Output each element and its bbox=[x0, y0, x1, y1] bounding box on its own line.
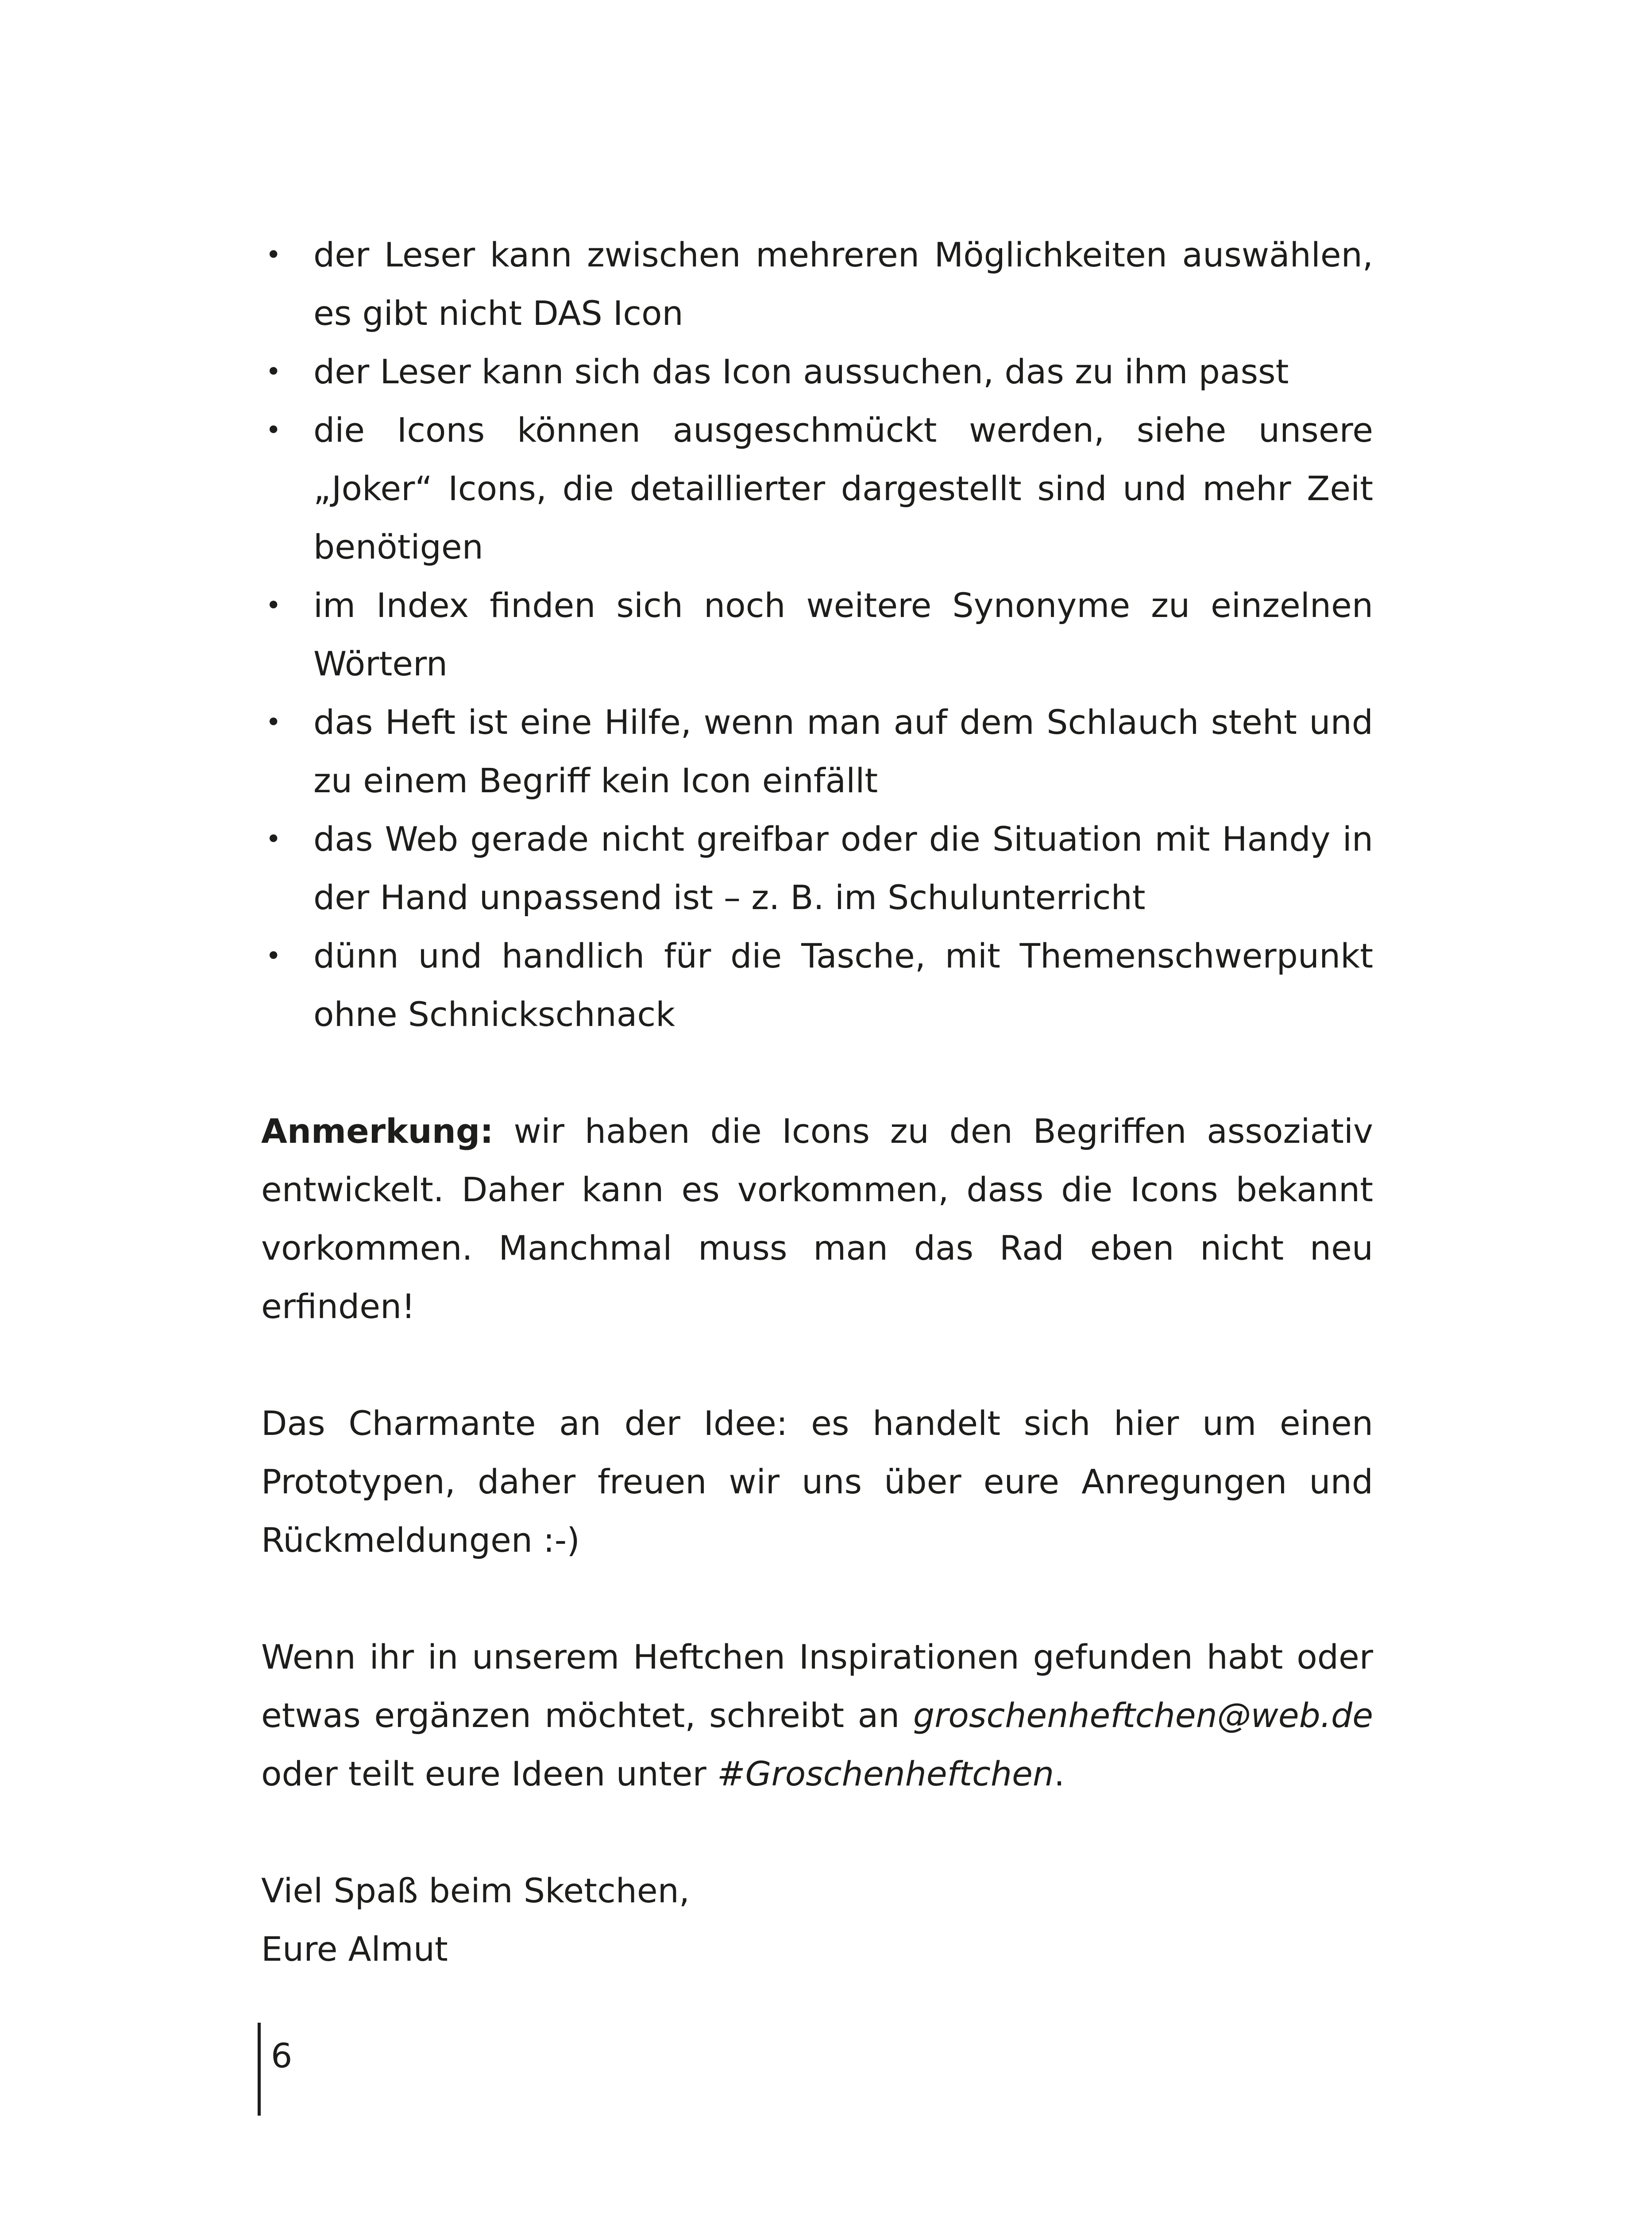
bullet-dot: • bbox=[266, 590, 282, 621]
list-item bbox=[261, 576, 1373, 693]
bullet-dot: • bbox=[266, 941, 282, 972]
contact-text-before: Wenn ihr in unserem Heftchen Inspirationen gefunden habt oder etwas ergänzen möchtet, schreibt an bbox=[261, 1637, 1373, 1735]
contact-paragraph bbox=[261, 1628, 1373, 1803]
list-item bbox=[261, 810, 1373, 927]
list-item-text: dünn und handlich für die Tasche, mit Themenschwerpunkt ohne Schnickschnack bbox=[313, 936, 1373, 1034]
list-item-text: der Leser kann sich das Icon aussuchen, das zu ihm passt bbox=[313, 352, 1289, 391]
bullet-dot: • bbox=[266, 707, 282, 738]
note-text: wir haben die Icons zu den Begriffen assoziativ entwickelt. Daher kann es vorkommen, dass die Icons bekannt vorkommen. Manchmal muss man das Rad eben nicht neu erfinden! bbox=[261, 1111, 1373, 1326]
list-item bbox=[261, 226, 1373, 343]
page-number-rule bbox=[258, 2023, 261, 2116]
list-item bbox=[261, 401, 1373, 576]
list-item bbox=[261, 927, 1373, 1044]
bullet-dot: • bbox=[266, 239, 282, 270]
email-link[interactable]: groschenheftchen@web.de bbox=[913, 1696, 1373, 1735]
contact-text-after: . bbox=[1054, 1754, 1065, 1793]
list-item bbox=[261, 693, 1373, 810]
closing bbox=[261, 1862, 1373, 1978]
contact-text-middle: oder teilt eure Ideen unter bbox=[261, 1754, 717, 1793]
note-paragraph bbox=[261, 1102, 1373, 1336]
list-item-text: der Leser kann zwischen mehreren Möglichkeiten auswählen, es gibt nicht DAS Icon bbox=[313, 235, 1373, 333]
greeting: Viel Spaß beim Sketchen, bbox=[261, 1871, 690, 1910]
note-label: Anmerkung: bbox=[261, 1111, 494, 1151]
list-item-text: die Icons können ausgeschmückt werden, siehe unsere „Joker“ Icons, die detaillierter dargestellt sind und mehr Zeit benötigen bbox=[313, 410, 1373, 567]
signature: Eure Almut bbox=[261, 1929, 448, 1969]
bullet-dot: • bbox=[266, 824, 282, 855]
bullet-list bbox=[261, 226, 1373, 1044]
list-item-text: das Web gerade nicht greifbar oder die Situation mit Handy in der Hand unpassend ist – z. B. im Schulunterricht bbox=[313, 819, 1373, 917]
list-item bbox=[261, 343, 1373, 401]
page-content bbox=[261, 226, 1373, 1978]
page-number: 6 bbox=[271, 2036, 293, 2075]
list-item-text: das Heft ist eine Hilfe, wenn man auf dem Schlauch steht und zu einem Begriff kein Icon einfällt bbox=[313, 702, 1373, 800]
bullet-dot: • bbox=[266, 356, 282, 387]
bullet-dot: • bbox=[266, 415, 282, 446]
list-item-text: im Index finden sich noch weitere Synonyme zu einzelnen Wörtern bbox=[313, 586, 1373, 683]
charm-paragraph: Das Charmante an der Idee: es handelt sich hier um einen Prototypen, daher freuen wir uns über eure Anregungen und Rückmeldungen :-) bbox=[261, 1403, 1373, 1560]
hashtag: #Groschenheftchen bbox=[717, 1754, 1054, 1793]
